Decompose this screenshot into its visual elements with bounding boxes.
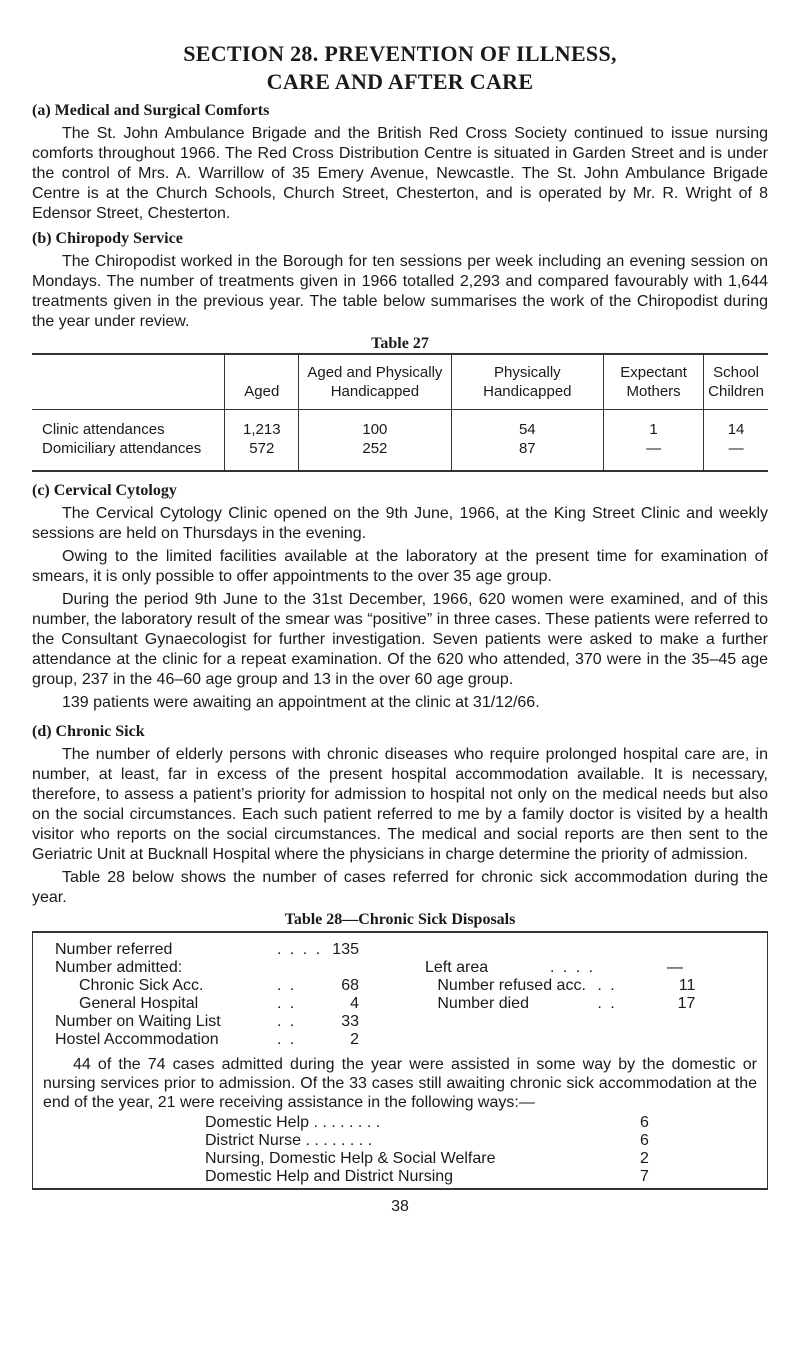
chronic-sick-dots: . . (277, 977, 297, 994)
table-cell: 54 (451, 410, 603, 440)
table-header-physically-handicapped: Physically Handicapped (451, 354, 603, 410)
table-header-row (32, 354, 768, 410)
table-cell: 572 (225, 439, 299, 471)
table-row (32, 410, 768, 440)
left-area-label: Left area (425, 959, 489, 976)
died-value: 17 (677, 995, 696, 1012)
para-a: The St. John Ambulance Brigade and the British Red Cross Society continued to issue nursing comforts throughout 1966. The Red Cross Distribution Centre is situated in Garden Street and is under the control of Mrs. A. Warrillow of 35 Emery Avenue, Newcastle. The St. John Ambulance Brigade Centre is at the Church Schools, Church Street, Chesterton, and is operated by Mr. R. Wright of 8 Edensor Street, Chesterton. (32, 125, 768, 222)
list-item (55, 1031, 757, 1049)
way-value: 6 (640, 1114, 649, 1131)
general-hospital-dots: . . (277, 995, 297, 1012)
left-area-value: — (667, 959, 683, 976)
list-item (55, 977, 757, 995)
table-cell: 14 (704, 410, 768, 440)
admitted-label: Number admitted: (55, 959, 183, 976)
hostel-value: 2 (350, 1031, 359, 1048)
list-item (55, 1132, 757, 1150)
table-28-box (32, 931, 768, 1190)
table-cell: Clinic attendances (42, 421, 165, 438)
left-area-dots: . . . . (550, 959, 596, 976)
para-b: The Chiropodist worked in the Borough for ten sessions per week including an evening session on Mondays. The number of treatments given in 1966 totalled 2,293 and compared favourably with 1,644 treatments given in the previous year. The table below summarises the work of the Chiropodist during the year under review. (32, 253, 768, 330)
table-cell: 87 (451, 439, 603, 471)
table-header-aged: Aged (225, 354, 299, 410)
document-page (32, 40, 768, 1216)
died-dots: . . (597, 995, 617, 1012)
refused-dots: . . (597, 977, 617, 994)
list-item (55, 941, 757, 959)
para-d-2: Table 28 below shows the number of cases referred for chronic sick accommodation during the year. (32, 869, 768, 906)
referred-label: Number referred (55, 941, 173, 958)
hostel-label: Hostel Accommodation (55, 1031, 219, 1048)
referred-value: 135 (332, 941, 359, 958)
waiting-list-value: 33 (341, 1013, 359, 1030)
table-cell: 1 (604, 410, 704, 440)
heading-b: (b) Chiropody Service (32, 230, 183, 247)
table-cell: Domiciliary attendances (42, 440, 202, 457)
list-item (55, 1114, 757, 1132)
table-cell: — (604, 439, 704, 471)
section-title: SECTION 28. PREVENTION OF ILLNESS, (183, 41, 617, 66)
waiting-list-label: Number on Waiting List (55, 1013, 221, 1030)
heading-c: (c) Cervical Cytology (32, 482, 177, 499)
para-d-1: The number of elderly persons with chronic diseases who require prolonged hospital care are, in number, at least, far in excess of the present hospital accommodation available. It is necessary, therefore, to assess a patient’s priority for admission to hospital not only on the medical needs but also on the social circumstances. Each such patient referred to me by a family doctor is visited by a health visitor who reports on the social circumstances. The medical and social reports are then sent to the Geriatric Unit at Bucknall Hospital where the physicians in charge determine the priority of admission. (32, 746, 768, 863)
list-item (55, 959, 757, 977)
para-c-2: Owing to the limited facilities available at the laboratory at the present time for examination of smears, it is only possible to offer appointments to the over 35 age group. (32, 548, 768, 585)
table28-caption: Table 28—Chronic Sick Disposals (284, 911, 516, 928)
table27-caption: Table 27 (371, 335, 429, 352)
way-label: District Nurse . . . . . . . . (205, 1132, 373, 1149)
general-hospital-value: 4 (350, 995, 359, 1012)
list-item (55, 1013, 757, 1031)
way-label: Domestic Help . . . . . . . . (205, 1114, 381, 1131)
way-value: 7 (640, 1168, 649, 1185)
way-value: 2 (640, 1150, 649, 1167)
para-c-4: 139 patients were awaiting an appointment at the clinic at 31/12/66. (62, 694, 540, 711)
box-paragraph: 44 of the 74 cases admitted during the year were assisted in some way by the domestic or nursing services prior to admission. Of the 33 cases still awaiting chronic sick accommodation at the end of the year, 21 were receiving assistance in the following ways:— (43, 1056, 757, 1111)
table-header-school-children: School Children (704, 354, 768, 410)
hostel-dots: . . (277, 1031, 297, 1048)
table-row (32, 439, 768, 471)
refused-label: Number refused acc. (437, 977, 586, 994)
table-cell: 252 (299, 439, 451, 471)
assistance-list (55, 1114, 757, 1186)
way-label: Nursing, Domestic Help & Social Welfare (205, 1150, 496, 1167)
chronic-sick-label: Chronic Sick Acc. (79, 977, 204, 994)
para-c-1: The Cervical Cytology Clinic opened on the 9th June, 1966, at the King Street Clinic and weekly sessions are held on Thursdays in the evening. (32, 505, 768, 542)
chronic-sick-value: 68 (341, 977, 359, 994)
list-item (55, 1150, 757, 1168)
list-item (55, 995, 757, 1013)
referred-dots: . . . . (277, 941, 323, 958)
table-header-blank (32, 354, 225, 410)
died-label: Number died (437, 995, 529, 1012)
section-subtitle: CARE AND AFTER CARE (266, 69, 534, 94)
para-c-3: During the period 9th June to the 31st December, 1966, 620 women were examined, and of this number, the laboratory result of the smear was “positive” in three cases. These patients were referred to the Consultant Gynaecologist for further investigation. Seven patients were asked to make a further attendance at the clinic for a repeat examination. Of the 620 who attended, 370 were in the 35–45 age group, 237 in the 46–60 age group and 13 in the over 60 age group. (32, 591, 768, 688)
table-cell: — (704, 439, 768, 471)
table-header-expectant-mothers: Expectant Mothers (604, 354, 704, 410)
table-27 (32, 353, 768, 472)
way-label: Domestic Help and District Nursing (205, 1168, 454, 1185)
table-cell: 100 (299, 410, 451, 440)
waiting-list-dots: . . (277, 1013, 297, 1030)
way-value: 6 (640, 1132, 649, 1149)
table-cell: 1,213 (225, 410, 299, 440)
table-header-aged-handicapped: Aged and Physically Handicapped (299, 354, 451, 410)
heading-a: (a) Medical and Surgical Comforts (32, 102, 270, 119)
refused-value: 11 (678, 977, 696, 994)
heading-d: (d) Chronic Sick (32, 723, 145, 740)
general-hospital-label: General Hospital (79, 995, 199, 1012)
list-item (55, 1168, 757, 1186)
page-number: 38 (391, 1198, 409, 1215)
